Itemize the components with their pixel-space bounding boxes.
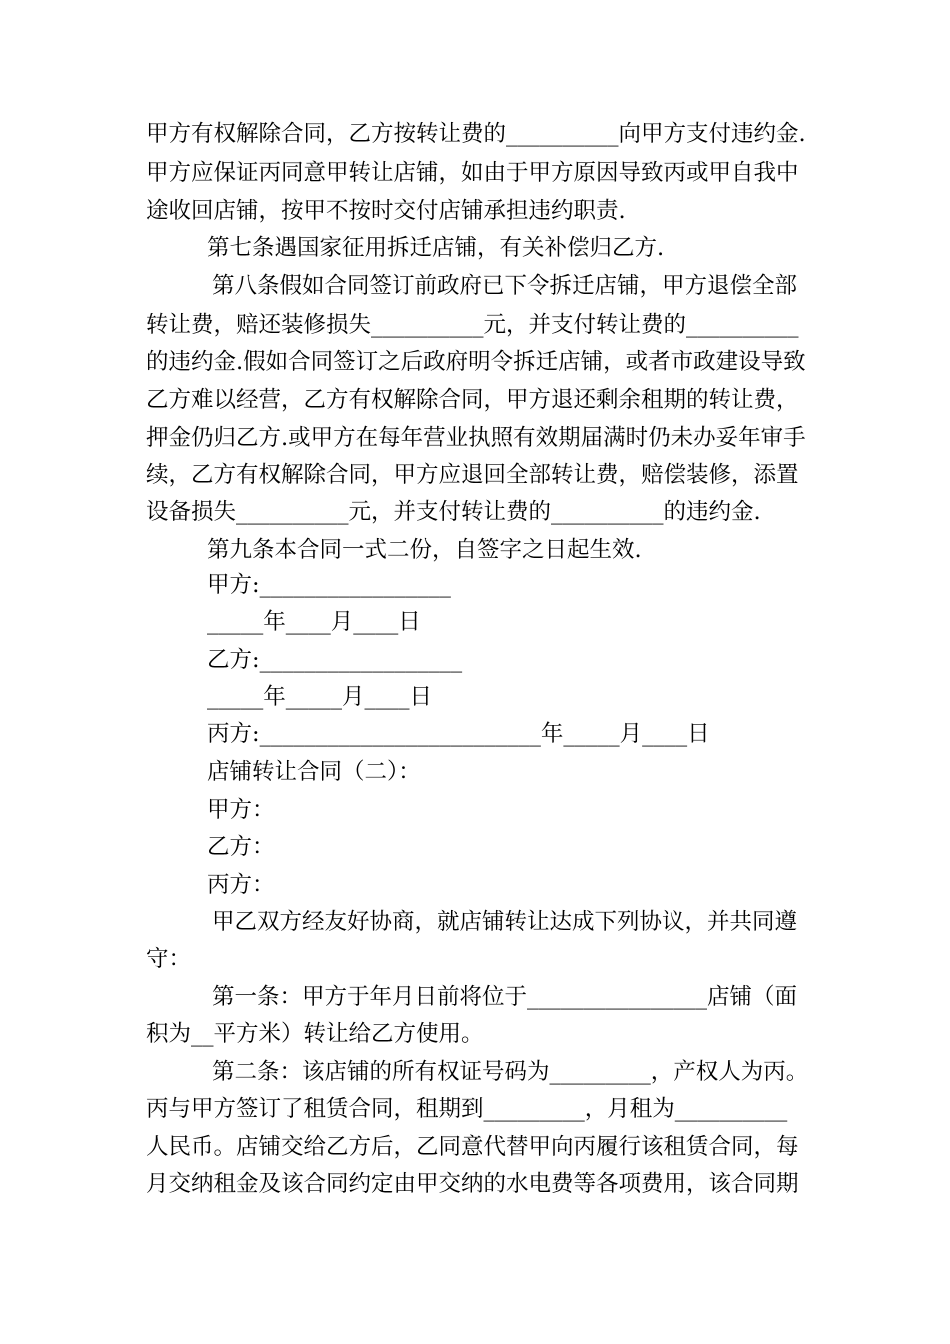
- article-1: 第一条：甲方于年月日前将位于________________店铺（面: [212, 984, 798, 1010]
- text-line: 人民币。店铺交给乙方后，乙同意代替甲向丙履行该租赁合同，每: [146, 1134, 799, 1160]
- agreement-intro: 甲乙双方经友好协商，就店铺转让达成下列协议，并共同遵: [212, 909, 798, 935]
- text-line: 途收回店铺，按甲不按时交付店铺承担违约职责.: [146, 198, 626, 224]
- clause-7: 第七条遇国家征用拆迁店铺，有关补偿归乙方.: [207, 235, 665, 261]
- clause-8: 第八条假如合同签订前政府已下令拆迁店铺，甲方退偿全部: [212, 273, 798, 299]
- party-b-label: 乙方：: [207, 834, 275, 860]
- party-c-label: 丙方：: [207, 872, 275, 898]
- text-line: 丙与甲方签订了租赁合同，租期到_________，月租为__________: [146, 1096, 788, 1122]
- text-line: 的违约金.假如合同签订之后政府明令拆迁店铺，或者市政建设导致: [146, 349, 806, 375]
- text-line: 乙方难以经营，乙方有权解除合同，甲方退还剩余租期的转让费，: [146, 387, 799, 413]
- text-line: 设备损失__________元，并支付转让费的__________的违约金.: [146, 499, 761, 525]
- section-heading: 店铺转让合同（二）：: [207, 759, 421, 785]
- text-line: 积为__平方米）转让给乙方使用。: [146, 1021, 484, 1047]
- signature-party-c: 丙方:_________________________年_____月____日: [207, 721, 710, 747]
- party-a-label: 甲方：: [207, 797, 275, 823]
- clause-9: 第九条本合同一式二份，自签字之日起生效.: [207, 537, 642, 563]
- text-line: 转让费，赔还装修损失__________元，并支付转让费的__________: [146, 312, 799, 338]
- text-line: 守：: [146, 946, 192, 972]
- article-2: 第二条：该店铺的所有权证号码为_________，产权人为丙。: [212, 1059, 809, 1085]
- signature-party-a: 甲方:_________________: [207, 572, 451, 598]
- signature-date: _____年____月____日: [207, 609, 421, 635]
- text-line: 甲方有权解除合同，乙方按转让费的__________向甲方支付违约金.: [146, 121, 806, 147]
- signature-party-b: 乙方:__________________: [207, 647, 463, 673]
- text-line: 月交纳租金及该合同约定由甲交纳的水电费等各项费用，该合同期: [146, 1171, 799, 1197]
- signature-date: _____年_____月____日: [207, 684, 433, 710]
- text-line: 押金仍归乙方.或甲方在每年营业执照有效期届满时仍未办妥年审手: [146, 425, 806, 451]
- text-line: 甲方应保证丙同意甲转让店铺，如由于甲方原因导致丙或甲自我中: [146, 160, 799, 186]
- text-line: 续，乙方有权解除合同，甲方应退回全部转让费，赔偿装修，添置: [146, 462, 799, 488]
